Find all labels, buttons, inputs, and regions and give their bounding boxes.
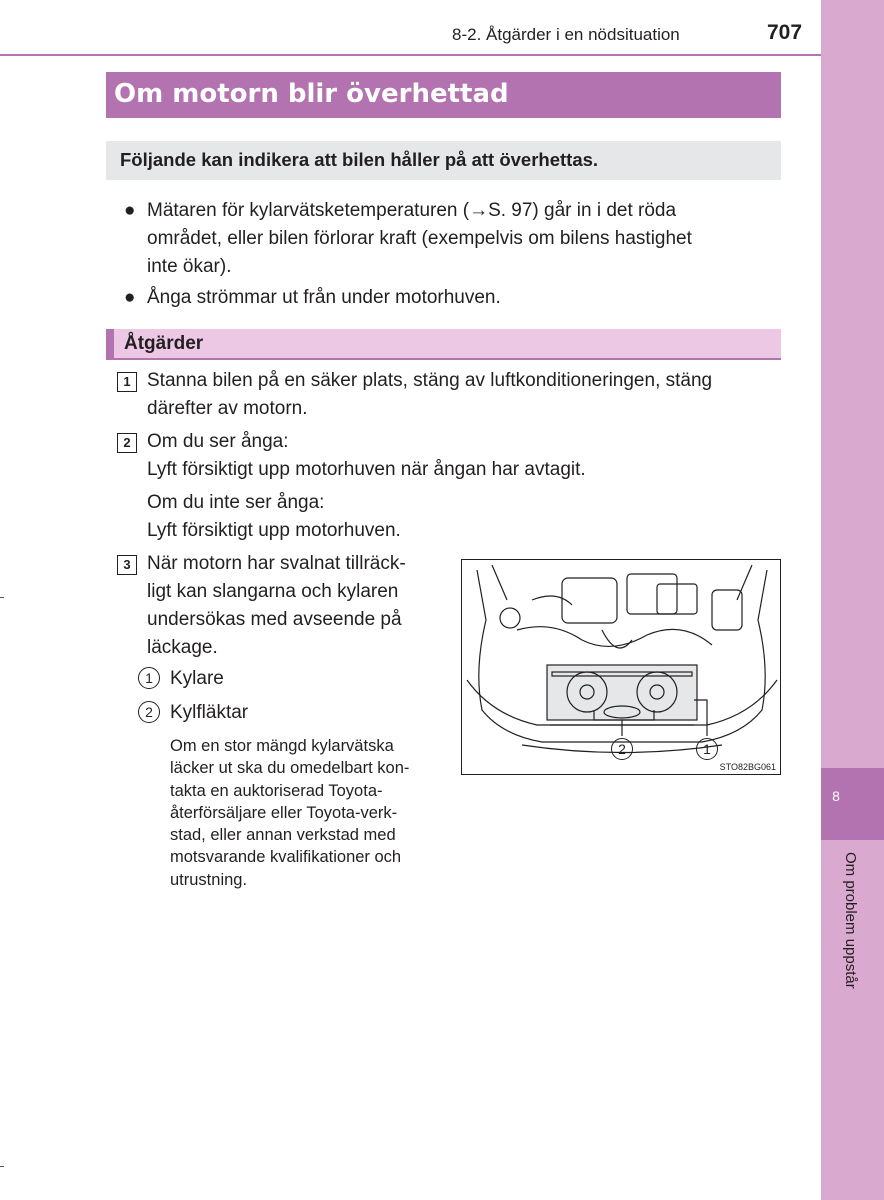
note-line: Om en stor mängd kylarvätska bbox=[170, 737, 394, 755]
item-marker-icon: 2 bbox=[138, 701, 160, 723]
bullet-line: inte ökar). bbox=[147, 256, 232, 277]
step-line: ligt kan slangarna och kylaren bbox=[147, 581, 399, 602]
note-line: takta en auktoriserad Toyota- bbox=[170, 781, 383, 800]
note-line: återförsäljare eller Toyota-verk- bbox=[170, 803, 398, 822]
step-line: Stanna bilen på en säker plats, stäng av luftkonditioneringen, stäng bbox=[147, 370, 713, 391]
step-line: undersökas med avseende på bbox=[147, 609, 402, 630]
crop-mark bbox=[0, 1166, 4, 1167]
note-line: utrustning. bbox=[170, 870, 248, 889]
bullet-item bbox=[147, 284, 501, 312]
note-line: läcker ut ska du omedelbart kon- bbox=[170, 759, 410, 778]
callout-fans-icon: 2 bbox=[611, 738, 633, 760]
chapter-number: 8 bbox=[832, 788, 840, 804]
step-3-text bbox=[147, 550, 443, 662]
bullet-line: Mätaren för kylarvätsketemperaturen (→S. 97) går in i det röda bbox=[147, 200, 677, 221]
bullet-line: området, eller bilen förlorar kraft (exempelvis om bilens hastighet bbox=[147, 228, 692, 249]
intro-box: Följande kan indikera att bilen håller på att överhettas. bbox=[106, 141, 781, 180]
crop-mark bbox=[0, 597, 4, 598]
chapter-title: Om problem uppstår bbox=[842, 852, 859, 989]
step-line: Lyft försiktigt upp motorhuven när ångan har avtagit. bbox=[147, 459, 586, 480]
warning-note bbox=[170, 735, 443, 891]
section-heading: 8-2. Åtgärder i en nödsituation bbox=[452, 25, 680, 44]
step-line: läckage. bbox=[147, 637, 218, 658]
side-tab-strip bbox=[821, 0, 884, 1200]
step-number-box: 1 bbox=[117, 372, 137, 392]
bullet-icon: ● bbox=[124, 200, 136, 221]
callout-radiator-icon: 1 bbox=[696, 738, 718, 760]
step-line: Om du ser ånga: bbox=[147, 431, 289, 452]
step-number-box: 2 bbox=[117, 433, 137, 453]
chapter-tab[interactable] bbox=[821, 768, 884, 840]
step-line: Om du inte ser ånga: bbox=[147, 492, 325, 513]
bullet-item bbox=[147, 197, 774, 281]
note-line: motsvarande kvalifikationer och bbox=[170, 848, 402, 867]
item-marker-icon: 1 bbox=[138, 667, 160, 689]
step-line: Lyft försiktigt upp motorhuven. bbox=[147, 520, 401, 541]
step-1-text bbox=[147, 367, 777, 423]
header-rule bbox=[0, 54, 821, 56]
bullet-line: Ånga strömmar ut från under motorhuven. bbox=[147, 287, 501, 308]
step-line: När motorn har svalnat tillräck- bbox=[147, 553, 406, 574]
step-line: därefter av motorn. bbox=[147, 398, 308, 419]
step-2-text bbox=[147, 428, 586, 545]
engine-bay-figure bbox=[461, 559, 781, 775]
item-label-fans: Kylfläktar bbox=[170, 702, 249, 723]
page-title: Om motorn blir överhettad bbox=[106, 72, 781, 118]
step-number-box: 3 bbox=[117, 555, 137, 575]
note-line: stad, eller annan verkstad med bbox=[170, 826, 396, 845]
item-label-radiator: Kylare bbox=[170, 668, 224, 689]
actions-heading: Åtgärder bbox=[106, 329, 781, 360]
figure-code: STO82BG061 bbox=[719, 762, 776, 772]
bullet-icon: ● bbox=[124, 287, 136, 308]
page-number: 707 bbox=[767, 21, 803, 44]
